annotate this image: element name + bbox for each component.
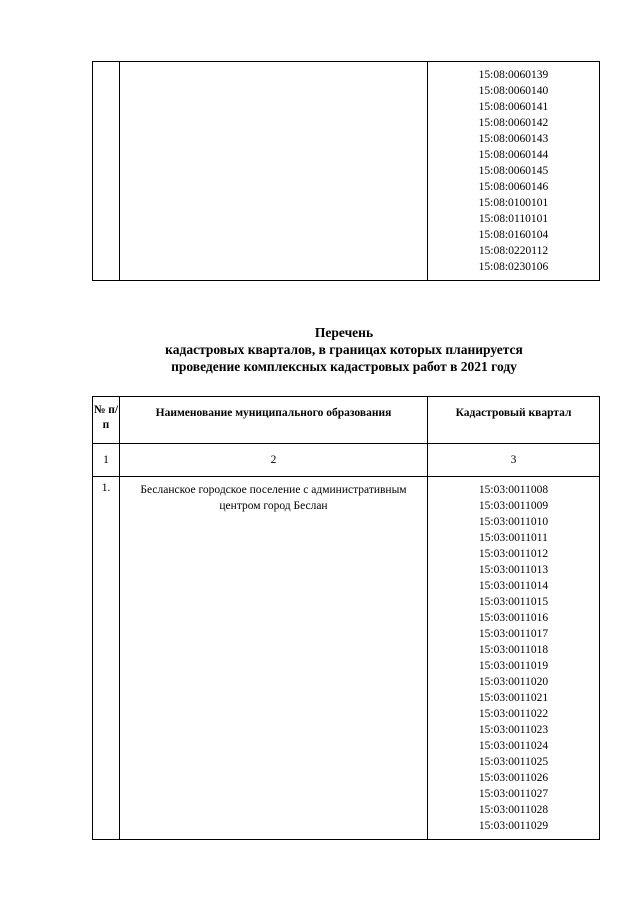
cadastral-code: 15:03:0011029: [478, 820, 549, 832]
cadastral-code: 15:03:0011024: [478, 740, 549, 752]
table-row: [93, 477, 600, 840]
cadastral-code: 15:03:0011026: [478, 772, 549, 784]
cadastral-code: 15:03:0011014: [478, 580, 549, 592]
heading-subtitle-line-1: кадастровых кварталов, в границах которых планируется: [165, 342, 523, 357]
cadastral-code: 15:03:0011013: [478, 564, 549, 576]
cadastral-code: 15:03:0011020: [478, 676, 549, 688]
cadastral-code: 15:08:0060139: [478, 69, 549, 81]
cadastral-code: 15:08:0060144: [478, 149, 549, 161]
cadastral-code: 15:03:0011016: [478, 612, 549, 624]
cadastral-code: 15:03:0011015: [478, 596, 549, 608]
cadastral-code: 15:03:0011021: [478, 692, 549, 704]
cadastral-code-list: [428, 62, 599, 275]
heading-title: Перечень: [314, 325, 374, 340]
cadastral-code: 15:08:0060143: [478, 133, 549, 145]
cadastral-code: 15:08:0100101: [478, 197, 549, 209]
cadastral-code: 15:08:0230106: [478, 261, 549, 273]
cadastral-code: 15:03:0011010: [478, 516, 549, 528]
cadastral-code: 15:08:0060145: [478, 165, 549, 177]
municipality-name-cell: Бесланское городское поселение с административным центром город Беслан: [120, 477, 428, 840]
cadastral-code: 15:03:0011019: [478, 660, 549, 672]
cadastral-quarters-table: [92, 396, 600, 840]
header-number: № п/п: [93, 397, 120, 444]
heading-subtitle-line-2: проведение комплексных кадастровых работ в 2021 году: [171, 359, 517, 374]
table-header-row: [93, 397, 600, 444]
cadastral-codes-cell: [428, 477, 600, 840]
column-number-2: 2: [120, 444, 428, 477]
cadastral-code: 15:03:0011009: [478, 500, 549, 512]
column-number-3: 3: [428, 444, 600, 477]
cadastral-code: 15:03:0011025: [478, 756, 549, 768]
cadastral-code: 15:03:0011027: [478, 788, 549, 800]
cadastral-code: 15:03:0011018: [478, 644, 549, 656]
cadastral-code: 15:08:0060141: [478, 101, 549, 113]
cadastral-code: 15:08:0160104: [478, 229, 549, 241]
row-number-cell: [93, 62, 120, 281]
municipality-name-cell: [120, 62, 428, 281]
cadastral-codes-cell: [428, 62, 600, 281]
cadastral-code: 15:03:0011028: [478, 804, 549, 816]
continuation-table: [92, 61, 600, 281]
header-cadastral-quarter: Кадастровый квартал: [428, 397, 600, 444]
cadastral-code: 15:08:0060146: [478, 181, 549, 193]
cadastral-code-list: [428, 477, 599, 834]
cadastral-code: 15:08:0060142: [478, 117, 549, 129]
cadastral-code: 15:03:0011012: [478, 548, 549, 560]
cadastral-code: 15:08:0220112: [478, 245, 549, 257]
cadastral-code: 15:08:0110101: [478, 213, 549, 225]
table-row: [93, 62, 600, 281]
column-number-row: [93, 444, 600, 477]
cadastral-code: 15:03:0011022: [478, 708, 549, 720]
cadastral-code: 15:03:0011008: [478, 484, 549, 496]
header-municipality: Наименование муниципального образования: [120, 397, 428, 444]
cadastral-code: 15:08:0060140: [478, 85, 549, 97]
cadastral-code: 15:03:0011011: [479, 532, 548, 544]
cadastral-code: 15:03:0011023: [478, 724, 549, 736]
cadastral-code: 15:03:0011017: [478, 628, 549, 640]
column-number-1: 1: [93, 444, 120, 477]
row-number-cell: 1.: [93, 477, 120, 840]
